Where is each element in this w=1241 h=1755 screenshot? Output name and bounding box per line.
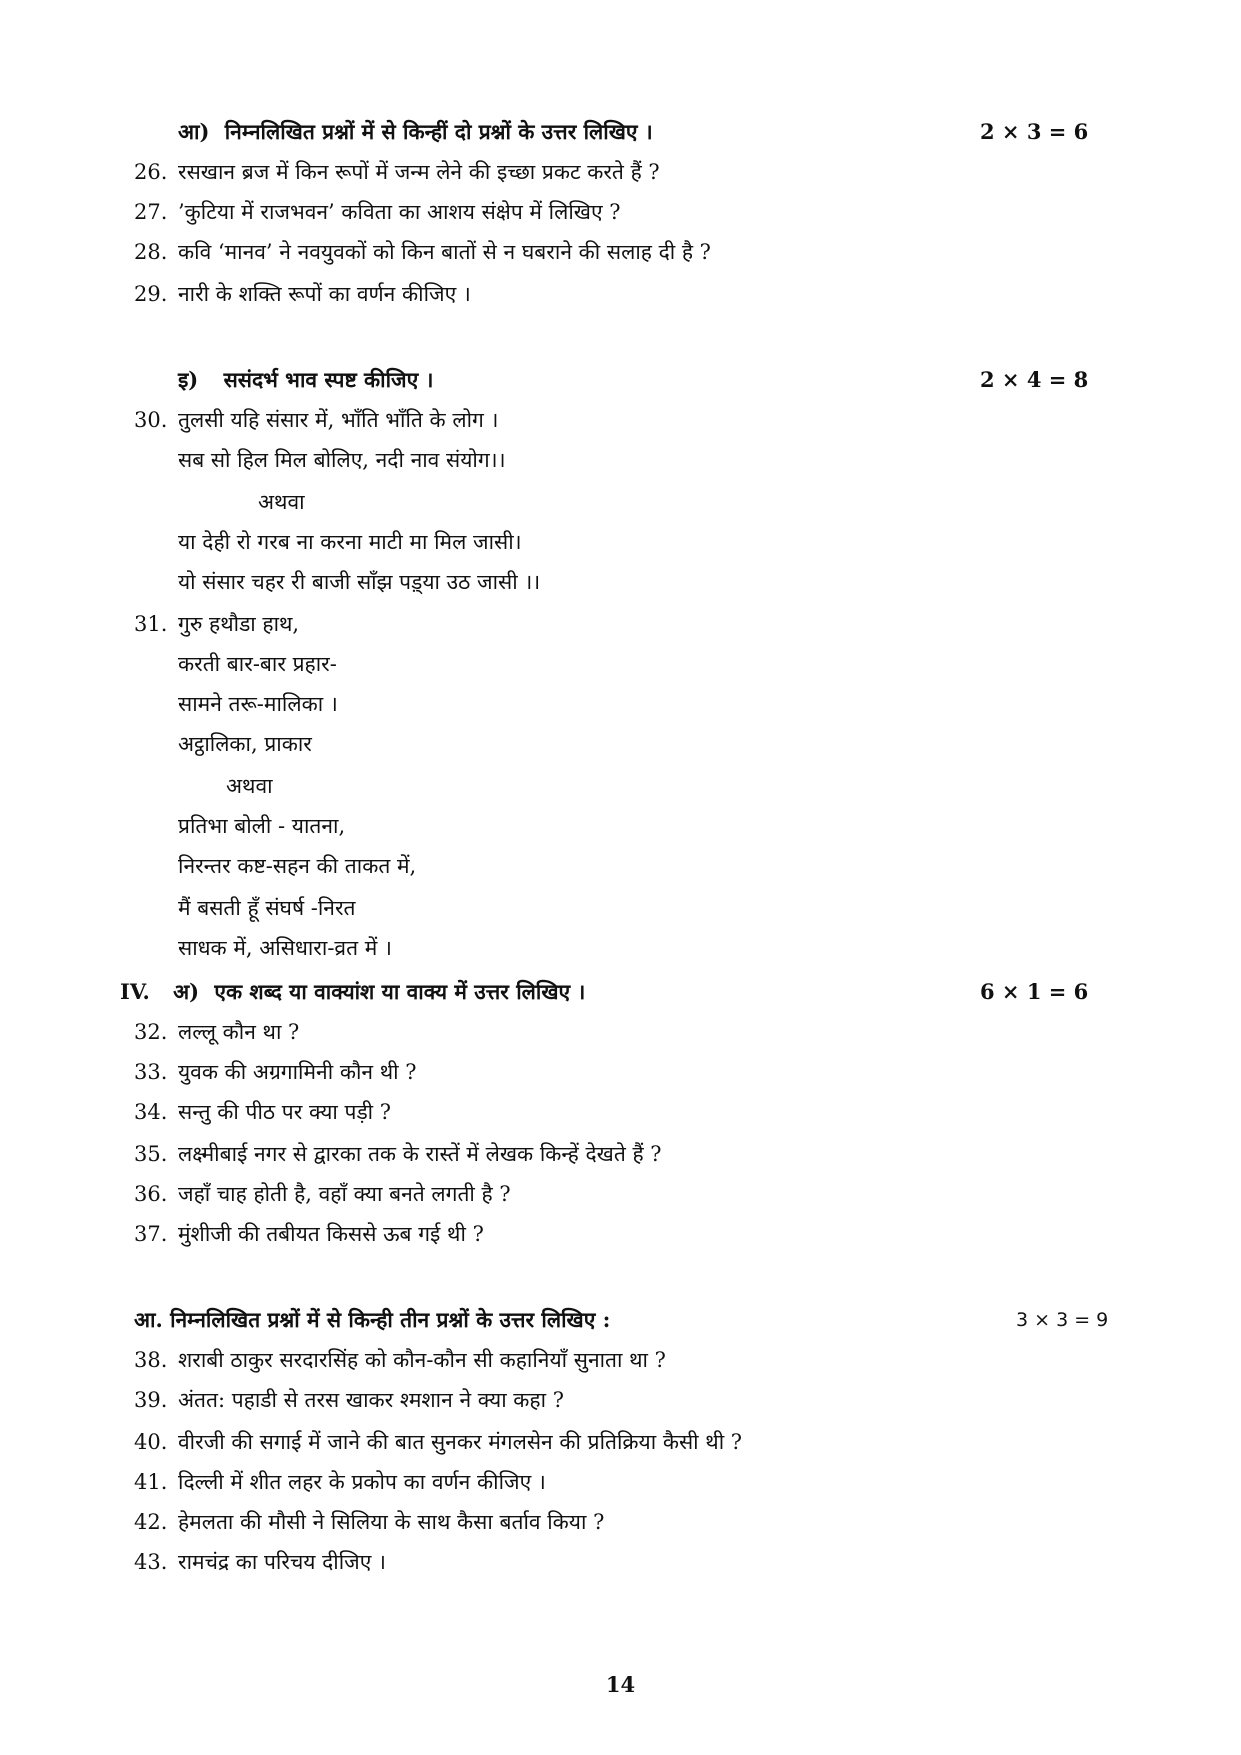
question-text: लक्ष्मीबाई नगर से द्वारका तक के रास्तें में लेखक किन्हें देखते हैं ? (178, 1142, 662, 1166)
question-39 (134, 1386, 564, 1414)
section-i-heading (178, 366, 434, 394)
question-text: युवक की अग्रगामिनी कौन थी ? (178, 1060, 417, 1084)
verse-line: सब सो हिल मिल बोलिए, नदी नाव संयोग।। (178, 448, 506, 472)
question-35 (134, 1140, 662, 1168)
question-42 (134, 1508, 604, 1536)
question-34 (134, 1098, 391, 1126)
question-number: 37. (134, 1222, 168, 1246)
question-text: दिल्ली में शीत लहर के प्रकोप का वर्णन कीजिए । (178, 1470, 546, 1494)
section-aa2-heading: आ. निम्नलिखित प्रश्नों में से किन्ही तीन प्रश्नों के उत्तर लिखिए : (134, 1307, 611, 1332)
question-37 (134, 1220, 484, 1248)
section-iv-heading (120, 978, 585, 1006)
question-text: रसखान ब्रज में किन रूपों में जन्म लेने की इच्छा प्रकट करते हैं ? (178, 160, 660, 184)
question-number: 41. (134, 1470, 168, 1494)
question-26 (134, 158, 660, 186)
question-text: लल्लू कौन था ? (178, 1020, 300, 1044)
verse-line: करती बार-बार प्रहार- (178, 652, 337, 676)
question-30 (134, 406, 498, 434)
section-iv-label: अ) (173, 979, 200, 1004)
question-43 (134, 1548, 386, 1576)
section-i-marks: 2 × 4 = 8 (980, 367, 1089, 392)
question-40 (134, 1428, 742, 1456)
question-number: 40. (134, 1430, 168, 1454)
section-iv-roman: IV. (120, 979, 150, 1004)
section-i-label: इ) (178, 367, 199, 392)
question-number: 38. (134, 1348, 168, 1372)
section-iv-marks: 6 × 1 = 6 (980, 979, 1089, 1004)
question-33 (134, 1058, 417, 1086)
question-text: अंतत: पहाडी से तरस खाकर श्मशान ने क्या कहा ? (178, 1388, 564, 1412)
question-number: 42. (134, 1510, 168, 1534)
question-text: नारी के शक्ति रूपों का वर्णन कीजिए । (178, 282, 471, 306)
section-aa-heading (178, 118, 653, 146)
question-text: हेमलता की मौसी ने सिलिया के साथ कैसा बर्ताव किया ? (178, 1510, 605, 1534)
section-aa-label: आ) (178, 119, 210, 144)
question-text: रामचंद्र का परिचय दीजिए । (178, 1550, 386, 1574)
verse-line: अट्ठालिका, प्राकार (178, 732, 312, 756)
question-text: सन्तु की पीठ पर क्या पड़ी ? (178, 1100, 392, 1124)
section-aa-marks: 2 × 3 = 6 (980, 119, 1089, 144)
question-36 (134, 1180, 511, 1208)
question-27 (134, 198, 621, 226)
question-number: 27. (134, 200, 168, 224)
verse-line: प्रतिभा बोली - यातना, (178, 814, 346, 838)
question-text: शराबी ठाकुर सरदारसिंह को कौन-कौन सी कहानियाँ सुनाता था ? (178, 1348, 666, 1372)
question-number: 43. (134, 1550, 168, 1574)
or-separator: अथवा (258, 490, 305, 514)
question-number: 34. (134, 1100, 168, 1124)
question-28 (134, 238, 711, 266)
question-32 (134, 1018, 299, 1046)
verse-line: साधक में, असिधारा-व्रत में । (178, 936, 392, 960)
question-number: 39. (134, 1388, 168, 1412)
question-text: जहाँ चाह होती है, वहाँ क्या बनते लगती है ? (178, 1182, 511, 1206)
question-text: वीरजी की सगाई में जाने की बात सुनकर मंगलसेन की प्रतिक्रिया कैसी थी ? (178, 1430, 743, 1454)
or-separator: अथवा (226, 774, 273, 798)
verse-line: गुरु हथौडा हाथ, (178, 612, 300, 636)
page-number: 14 (605, 1672, 636, 1697)
verse-line: मैं बसती हूँ संघर्ष -निरत (178, 896, 356, 920)
verse-line: निरन्तर कष्ट-सहन की ताकत में, (178, 854, 417, 878)
question-number: 31. (134, 612, 168, 636)
question-number: 26. (134, 160, 168, 184)
question-text: ’कुटिया में राजभवन’ कविता का आशय संक्षेप में लिखिए ? (178, 200, 621, 224)
question-number: 35. (134, 1142, 168, 1166)
section-iv-title: एक शब्द या वाक्यांश या वाक्य में उत्तर लिखिए । (214, 979, 586, 1004)
question-text: कवि ‘मानव’ ने नवयुवकों को किन बातों से न घबराने की सलाह दी है ? (178, 240, 711, 264)
section-aa-title: निम्नलिखित प्रश्नों में से किन्हीं दो प्रश्नों के उत्तर लिखिए । (224, 119, 653, 144)
question-41 (134, 1468, 546, 1496)
question-38 (134, 1346, 666, 1374)
question-number: 32. (134, 1020, 168, 1044)
verse-line: यो संसार चहर री बाजी साँझ पड़्या उठ जासी ।। (178, 570, 541, 594)
question-text: मुंशीजी की तबीयत किससे ऊब गई थी ? (178, 1222, 484, 1246)
verse-line: तुलसी यहि संसार में, भाँति भाँति के लोग । (178, 408, 499, 432)
question-number: 28. (134, 240, 168, 264)
question-29 (134, 280, 471, 308)
question-number: 36. (134, 1182, 168, 1206)
verse-line: सामने तरू-मालिका । (178, 692, 338, 716)
verse-line: या देही रो गरब ना करना माटी मा मिल जासी। (178, 530, 522, 554)
section-aa2-marks: 3 × 3 = 9 (1016, 1309, 1109, 1331)
question-number: 33. (134, 1060, 168, 1084)
question-number: 29. (134, 282, 168, 306)
section-i-title: ससंदर्भ भाव स्पष्ट कीजिए । (223, 367, 434, 392)
question-number: 30. (134, 408, 168, 432)
question-31 (134, 610, 299, 638)
